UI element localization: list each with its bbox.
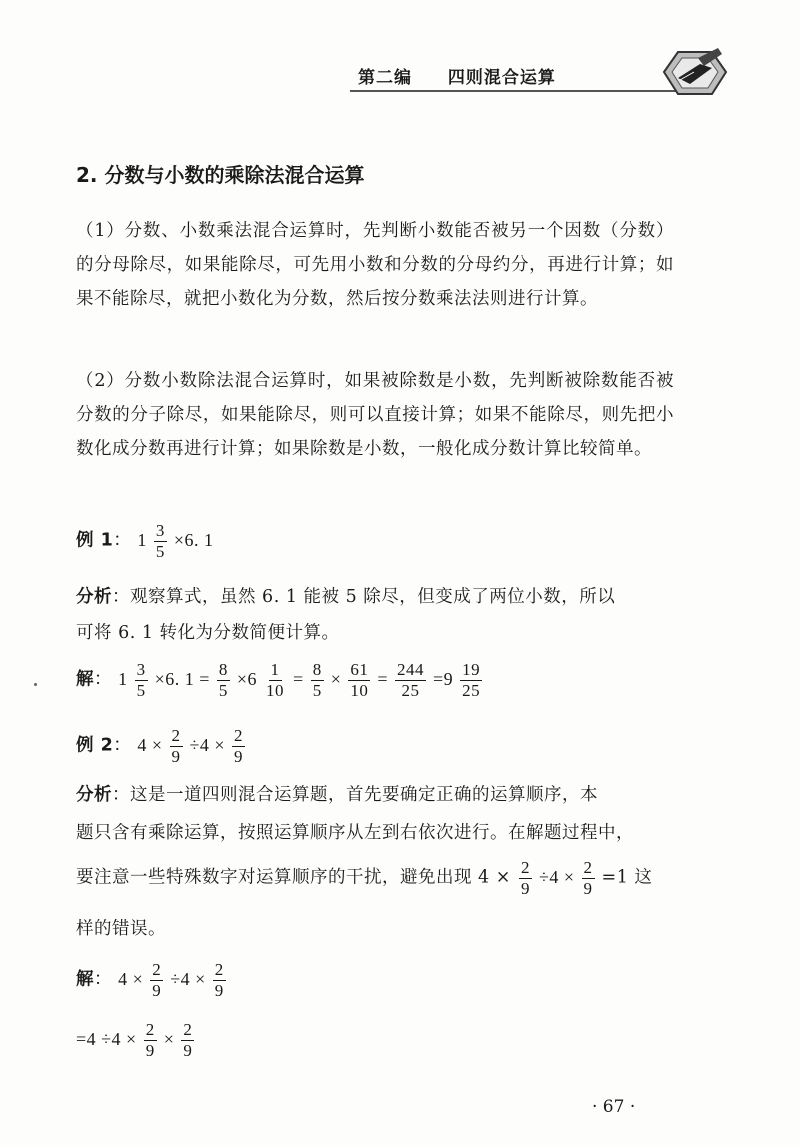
example-2-expr <box>137 726 247 766</box>
example-2-colon: ： <box>113 735 132 756</box>
fraction <box>213 960 226 1001</box>
denominator: 9 <box>152 981 162 1000</box>
numerator: 2 <box>214 960 224 979</box>
expr-whole: 1 <box>137 529 147 550</box>
numerator: 61 <box>350 660 369 679</box>
example-2-analysis-line-3 <box>76 858 652 899</box>
example-2-solution-line-2 <box>76 1020 196 1061</box>
analysis-text: 要注意一些特殊数字对运算顺序的干扰，避免出现 4 × <box>76 867 511 888</box>
fraction <box>311 660 324 701</box>
analysis-text: ：这是一道四则混合运算题，首先要确定正确的运算顺序，本 <box>112 785 598 805</box>
term: ×6. 1 = <box>154 668 210 689</box>
term: ÷4 × <box>189 734 226 755</box>
numerator: 2 <box>183 1020 193 1039</box>
solution-expr <box>118 660 484 700</box>
pencil-book-icon <box>660 42 730 100</box>
denominator: 9 <box>145 1041 155 1060</box>
example-2-analysis-line-1 <box>76 781 598 806</box>
numerator: 8 <box>312 660 322 679</box>
numerator: 1 <box>270 660 280 679</box>
analysis-label: 分析 <box>76 587 112 607</box>
numerator: 2 <box>521 858 530 877</box>
term: 4 × <box>118 968 144 989</box>
term: =9 <box>433 668 454 689</box>
numerator: 3 <box>136 660 146 679</box>
term: × <box>330 668 342 689</box>
denominator: 9 <box>234 747 244 766</box>
fraction <box>154 521 167 562</box>
example-2 <box>76 726 247 767</box>
denominator: 5 <box>218 681 228 700</box>
example-1-label: 例 1 <box>76 530 114 551</box>
numerator: 2 <box>583 858 593 877</box>
example-2-analysis-line-2: 题只含有乘除运算，按照运算顺序从左到右依次进行。在解题过程中， <box>76 823 634 843</box>
term: × <box>163 1028 175 1049</box>
numerator: 3 <box>155 521 165 540</box>
fraction <box>135 660 148 701</box>
denominator: 25 <box>462 681 481 700</box>
inline-expr <box>517 858 602 898</box>
example-2-analysis-line-4: 样的错误。 <box>76 919 166 939</box>
fraction <box>144 1020 157 1061</box>
denominator: 9 <box>214 981 224 1000</box>
header-rule <box>350 90 680 92</box>
numerator: 2 <box>234 726 244 745</box>
term: =4 ÷4 × <box>76 1028 137 1049</box>
stray-mark <box>34 683 37 686</box>
solution-colon: ： <box>94 669 112 690</box>
fraction <box>264 660 286 701</box>
example-1 <box>76 521 214 562</box>
fraction <box>519 858 532 899</box>
analysis-label: 分析 <box>76 785 112 805</box>
denominator: 10 <box>266 681 285 700</box>
analysis-text: ：观察算式，虽然 6. 1 能被 5 除尽，但变成了两位小数，所以 <box>112 587 616 607</box>
example-1-colon: ： <box>113 530 132 551</box>
fraction <box>348 660 370 701</box>
numerator: 19 <box>462 660 481 679</box>
denominator: 9 <box>183 1041 193 1060</box>
denominator: 9 <box>521 879 530 898</box>
numerator: 8 <box>218 660 228 679</box>
solution-expr <box>118 960 228 1000</box>
fraction <box>170 726 183 767</box>
solution-expr <box>76 1020 196 1060</box>
fraction <box>232 726 245 767</box>
term: 1 <box>118 668 128 689</box>
denominator: 9 <box>171 747 181 766</box>
page-number: · 67 · <box>592 1097 636 1117</box>
paragraph-1: （1）分数、小数乘法混合运算时，先判断小数能否被另一个因数（分数）的分母除尽，如果能除尽，可先用小数和分数的分母约分，再进行计算；如果不能除尽，就把小数化为分数，然后按分数乘法法则进行计算。 <box>76 221 674 309</box>
example-1-analysis-line-1 <box>76 583 615 608</box>
denominator: 5 <box>312 681 322 700</box>
solution-label: 解 <box>76 669 94 690</box>
fraction <box>395 660 426 701</box>
fraction <box>582 858 595 899</box>
expr-tail: ×6. 1 <box>173 529 214 550</box>
term: ÷4 × <box>539 866 575 887</box>
term: ÷4 × <box>170 968 206 989</box>
numerator: 2 <box>171 726 181 745</box>
numerator: 2 <box>145 1020 155 1039</box>
analysis-text: =1 这 <box>601 867 653 888</box>
numerator: 244 <box>397 660 425 679</box>
header-chapter: 第二编 <box>358 68 412 88</box>
solution-label: 解 <box>76 969 94 990</box>
example-1-solution <box>76 660 484 701</box>
fraction <box>150 960 163 1001</box>
fraction <box>217 660 230 701</box>
example-1-expr <box>137 521 214 561</box>
denominator: 10 <box>350 681 369 700</box>
section-number: 2. <box>76 163 98 187</box>
denominator: 9 <box>583 879 593 898</box>
term: = <box>377 668 389 689</box>
example-2-solution-line-1 <box>76 960 228 1001</box>
fraction <box>181 1020 194 1061</box>
fraction <box>460 660 482 701</box>
numerator: 2 <box>152 960 162 979</box>
example-1-analysis-line-2: 可将 6. 1 转化为分数简便计算。 <box>76 623 340 643</box>
denominator: 5 <box>155 542 165 561</box>
paragraph-2: （2）分数小数除法混合运算时，如果被除数是小数，先判断被除数能否被分数的分子除尽，如果能除尽，则可以直接计算；如果不能除尽，则先把小数化成分数再进行计算；如果除数是小数，一般化成分数计算比较简单。 <box>76 371 674 459</box>
section-title <box>76 159 364 188</box>
denominator: 25 <box>401 681 420 700</box>
denominator: 5 <box>136 681 146 700</box>
running-header <box>358 63 556 88</box>
header-title: 四则混合运算 <box>447 68 556 88</box>
term: ×6 <box>236 668 258 689</box>
term: 4 × <box>137 734 163 755</box>
section-title-text: 分数与小数的乘除法混合运算 <box>104 163 365 187</box>
term: = <box>293 668 304 689</box>
solution-colon: ： <box>94 969 112 990</box>
example-2-label: 例 2 <box>76 735 114 756</box>
